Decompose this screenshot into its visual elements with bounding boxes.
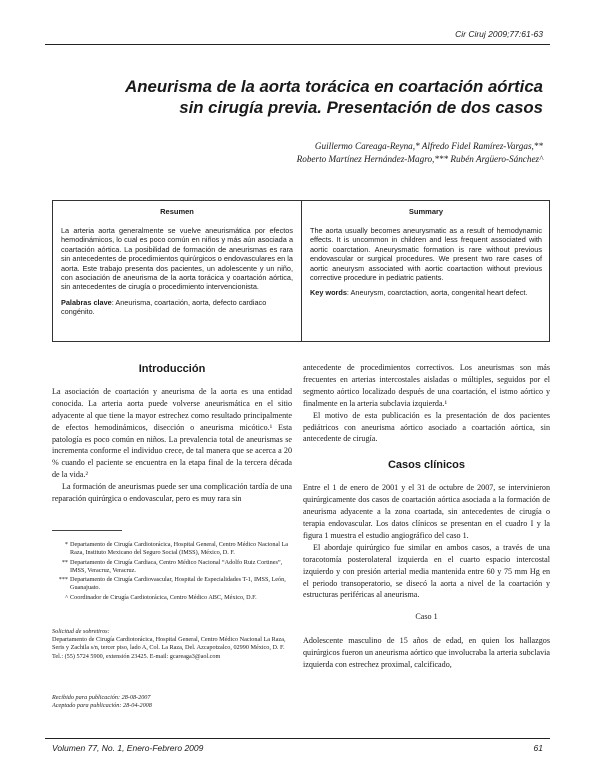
footnote bbox=[52, 559, 292, 576]
resumen-text: La arteria aorta generalmente se vuelve aneurismática por efectos hemodinámicos, lo cual es poco común en niños y más aún asociada a coartación aórtica. La posibilidad de formación de aneurismas es rara sin antecedentes de procedimientos quirúrgicos o endovasculares en la aorta. Este trabajo presenta dos pacientes, un adolescente y un niño, con asociación de aneurisma de la aorta torácica y coartación aórtica, sin antecedentes de cirugía o procedimiento intervencionista. bbox=[61, 226, 293, 292]
journal-citation: Cir Ciruj 2009;77:61-63 bbox=[455, 29, 543, 39]
left-column bbox=[52, 362, 292, 505]
body-paragraph-3: Entre el 1 de enero de 2001 y el 31 de octubre de 2007, se intervinieron quirúrgicamente dos casos de coartación aórtica asociada a la formación de aneurisma adyacente a la zona coartada, sin antecedentes de cirugía o terapia endovascular. Los datos clínicos se presentan en el cuadro I y la figura 1 muestra el estudio angiográfico del caso 1. bbox=[303, 483, 550, 540]
authors-line-2: Roberto Martínez Hernández-Magro,*** Rubén Argüero-Sánchez^ bbox=[296, 154, 543, 164]
palabras-clave-label: Palabras clave bbox=[61, 297, 112, 307]
received-label: Recibido para publicación: bbox=[52, 694, 121, 701]
author-list bbox=[73, 140, 543, 166]
palabras-clave bbox=[61, 298, 293, 317]
footnote-rule bbox=[52, 530, 122, 531]
footnote-mark: ^ bbox=[65, 593, 68, 601]
received-date bbox=[52, 694, 292, 702]
case-1-heading: Caso 1 bbox=[415, 612, 438, 622]
right-column bbox=[303, 362, 550, 671]
correspondence-address: Departamento de Cirugía Cardiotorácica, Hospital General, Centro Médico Nacional La Raza, Seris y Zachila s/n, tercer piso, lado A, Col. La Raza, Del. Azcapotzalco, 02990 México, D. F. bbox=[52, 636, 286, 652]
footnote bbox=[52, 576, 292, 593]
title-line-1: Aneurisma de la aorta torácica en coartación aórtica bbox=[125, 77, 543, 96]
affiliation-footnotes bbox=[52, 541, 292, 603]
body-paragraph-2: El motivo de esta publicación es la presentación de dos pacientes pediátricos con aneurisma aórtico asociado a coartación aórtica, sin antecedente de cirugía. bbox=[303, 410, 550, 444]
correspondence-label: Solicitud de sobretiros: bbox=[52, 628, 110, 635]
footnote-text: Departamento de Cirugía Cardiotorácica, Hospital General, Centro Médico Nacional La Raza, Instituto Mexicano del Seguro Social (IMSS), México, D. F. bbox=[70, 541, 289, 557]
summary-text: The aorta usually becomes aneurysmatic as a result of hemodynamic effects. It is uncommon in children and less frequent associated with aortic coarctation. Aneurysmatic formation is rare without previous endovascular or surgical procedures. We present two rare cases of aortic aneurysm associated with aortic coartaction without previous corrective procedure in pediatric patients. bbox=[310, 226, 542, 283]
accepted-date bbox=[52, 702, 292, 710]
accepted-value: 28-04-2008 bbox=[122, 702, 152, 710]
publication-dates bbox=[52, 694, 292, 710]
accepted-label: Aceptado para publicación: bbox=[52, 702, 122, 710]
intro-paragraph-1: La asociación de coartación y aneurisma de la aorta es una entidad conocida. La arteria aorta puede volverse aneurismática en el sitio adyacente al que tiene la mayor estrechez como resultado principalmente de efectos hemodinámicos, disección o aneurisma micótico.¹ Esta patología es poco común en niños. La prevalencia total de aneurismas se incrementa conforme el individuo crece, de tal manera que se acerca a 20 % cuando el paciente se encuentra en la etapa final de la tercera década de la vida.² bbox=[52, 386, 292, 480]
intro-paragraph-2: La formación de aneurismas puede ser una complicación tardía de una reparación quirúrgica o endovascular, pero es muy rara sin bbox=[52, 482, 292, 504]
resumen-heading: Resumen bbox=[160, 207, 194, 216]
footnote-text: Departamento de Cirugía Cardiovascular, Hospital de Especialidades T-1, IMSS, León, Guanajuato. bbox=[70, 576, 286, 592]
key-words-label: Key words bbox=[310, 288, 347, 298]
footnote-mark: * bbox=[64, 541, 68, 548]
bottom-rule bbox=[45, 738, 550, 739]
body-paragraph-5: Adolescente masculino de 15 años de edad, en quien los hallazgos quirúrgicos fueron un aneurisma aórtico que involucraba la arteria subclavia izquierda con estrechez proximal, calcificado, bbox=[303, 636, 550, 670]
footnote-text: Coordinador de Cirugía Cardiotorácica, Centro Médico ABC, México, D.F. bbox=[70, 593, 257, 601]
authors-line-1: Guillermo Careaga-Reyna,* Alfredo Fidel Ramírez-Vargas,** bbox=[314, 141, 543, 151]
title-line-2: sin cirugía previa. Presentación de dos casos bbox=[179, 98, 543, 117]
intro-heading: Introducción bbox=[138, 363, 206, 375]
abstract-box bbox=[52, 200, 550, 342]
page-number: 61 bbox=[533, 743, 543, 753]
correspondence-contact: Tel.: (55) 5724 5900, extensión 23425. E-mail: gcareaga3@aol.com bbox=[52, 652, 221, 660]
article-title bbox=[73, 76, 543, 118]
cases-heading: Casos clínicos bbox=[387, 459, 466, 472]
body-paragraph-4: El abordaje quirúrgico fue similar en ambos casos, a través de una toracotomía posterolateral izquierda en el cuarto espacio intercostal izquierdo y con presión arterial media mantenida entre 60 y 75 mm Hg en el periodo transoperatorio, se disecó la aorta a nivel de la coartación y estructuras periféricas al aneurisma. bbox=[303, 542, 550, 600]
summary-heading: Summary bbox=[408, 207, 444, 216]
footnote-text: Departamento de Cirugía Cardiaca, Centro Médico Nacional “Adolfo Ruiz Cortines”, IMSS, Veracruz, Veracruz. bbox=[70, 558, 283, 574]
palabras-clave-text: : Aneurisma, coartación, aorta, defecto cardiaco congénito. bbox=[61, 297, 267, 317]
key-words-text: : Aneurysm, coarctaction, aorta, congenital heart defect. bbox=[346, 288, 528, 298]
footnote-mark: ** bbox=[61, 558, 68, 566]
footer-volume-info: Volumen 77, No. 1, Enero-Febrero 2009 bbox=[52, 743, 204, 753]
correspondence bbox=[52, 628, 292, 661]
abstract-spanish bbox=[53, 201, 301, 341]
received-value: 28-08-2007 bbox=[121, 694, 151, 701]
key-words bbox=[310, 288, 542, 297]
footnote-mark: *** bbox=[58, 576, 68, 584]
footnote bbox=[52, 541, 292, 558]
body-paragraph-1: antecedente de procedimientos correctivos. Los aneurismas son más frecuentes en arterias intercostales aisladas o múltiples, seguidos por el segmento aórtico localizado después de una coartación, el istmo aórtico y finalmente en la arteria subclavia izquierda.¹ bbox=[303, 363, 550, 408]
top-rule bbox=[45, 44, 550, 45]
footnote bbox=[52, 594, 292, 602]
abstract-english bbox=[302, 201, 550, 341]
